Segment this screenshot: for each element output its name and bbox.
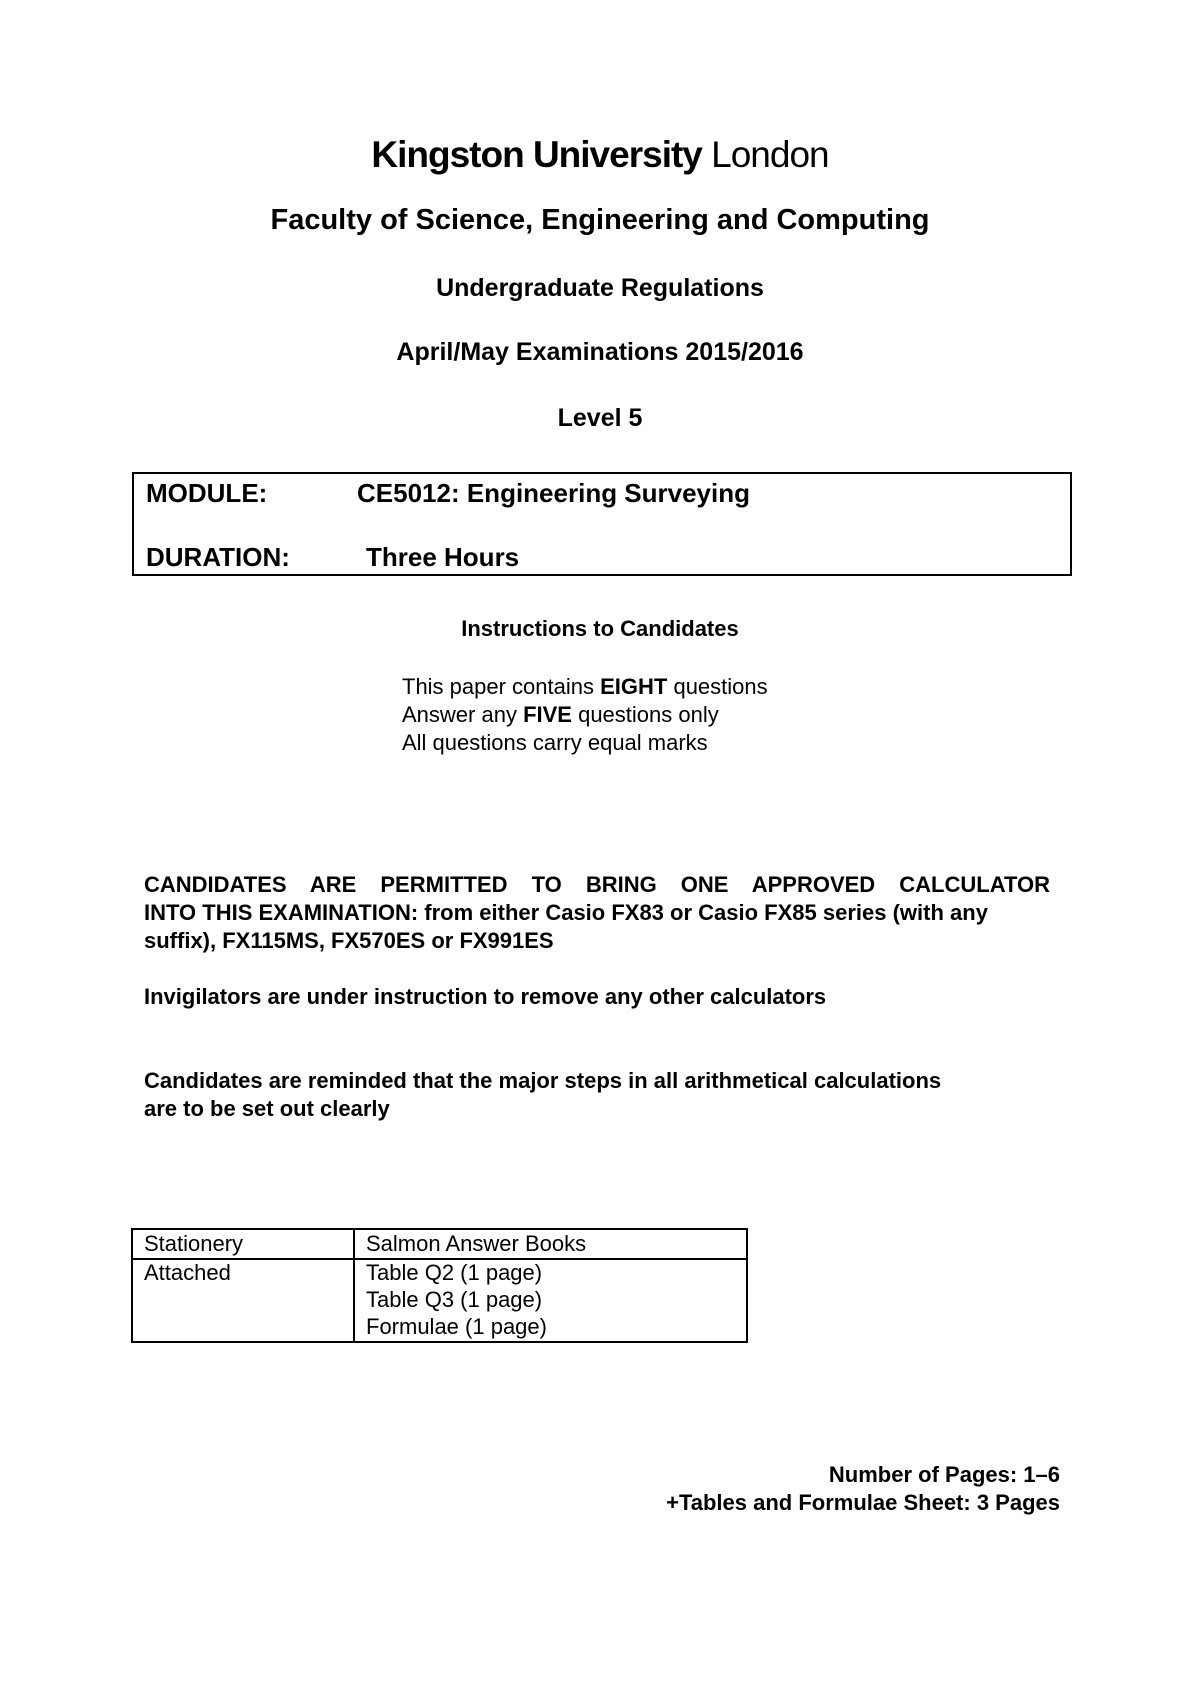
instruction-text: questions only: [571, 702, 719, 727]
calculator-notice-line-3: suffix), FX115MS, FX570ES or FX991ES: [144, 928, 554, 953]
exam-session-title: April/May Examinations 2015/2016: [396, 338, 804, 366]
module-value: CE5012: Engineering Surveying: [357, 478, 751, 508]
number-of-pages: Number of Pages: 1–6: [828, 1462, 1060, 1487]
reminder-line-2: are to be set out clearly: [144, 1096, 390, 1121]
instructions-title: Instructions to Candidates: [461, 616, 739, 641]
reminder-line-1: Candidates are reminded that the major steps in all arithmetical calculations: [144, 1068, 942, 1093]
calculator-notice-line-1: CANDIDATES ARE PERMITTED TO BRING ONE APPROVED CALCULATOR: [144, 872, 1050, 897]
duration-value: Three Hours: [366, 542, 520, 572]
instruction-line-marks: All questions carry equal marks: [402, 730, 708, 755]
instruction-text: Answer any: [402, 702, 524, 727]
module-label: MODULE:: [146, 478, 268, 508]
attached-item: Table Q2 (1 page): [366, 1260, 543, 1285]
university-logo: [0, 134, 1200, 176]
stationery-table: [131, 1228, 748, 1343]
module-box: [132, 472, 1072, 576]
attached-label: Attached: [144, 1260, 231, 1285]
instruction-line-questions: [402, 674, 768, 700]
level-title: Level 5: [557, 404, 643, 432]
faculty-title: Faculty of Science, Engineering and Computing: [270, 204, 930, 236]
instruction-line-answer: [402, 702, 719, 728]
regulations-title: Undergraduate Regulations: [436, 274, 764, 302]
invigilators-notice: Invigilators are under instruction to remove any other calculators: [144, 984, 827, 1009]
calculator-notice-line-2: INTO THIS EXAMINATION: from either Casio FX83 or Casio FX85 series (with any: [144, 900, 988, 925]
instruction-emphasis: EIGHT: [600, 674, 668, 699]
instruction-text: This paper contains: [402, 674, 601, 699]
logo-name: Kingston University: [371, 134, 702, 175]
stationery-label: Stationery: [144, 1231, 244, 1256]
logo-city: London: [711, 134, 829, 175]
instruction-emphasis: FIVE: [523, 702, 572, 727]
tables-formulae-pages: +Tables and Formulae Sheet: 3 Pages: [666, 1490, 1060, 1515]
table-divider: [353, 1230, 355, 1341]
stationery-value: Salmon Answer Books: [366, 1231, 587, 1256]
attached-item: Table Q3 (1 page): [366, 1287, 543, 1312]
duration-label: DURATION:: [146, 542, 290, 572]
instruction-text: questions: [667, 674, 768, 699]
attached-item: Formulae (1 page): [366, 1314, 547, 1339]
